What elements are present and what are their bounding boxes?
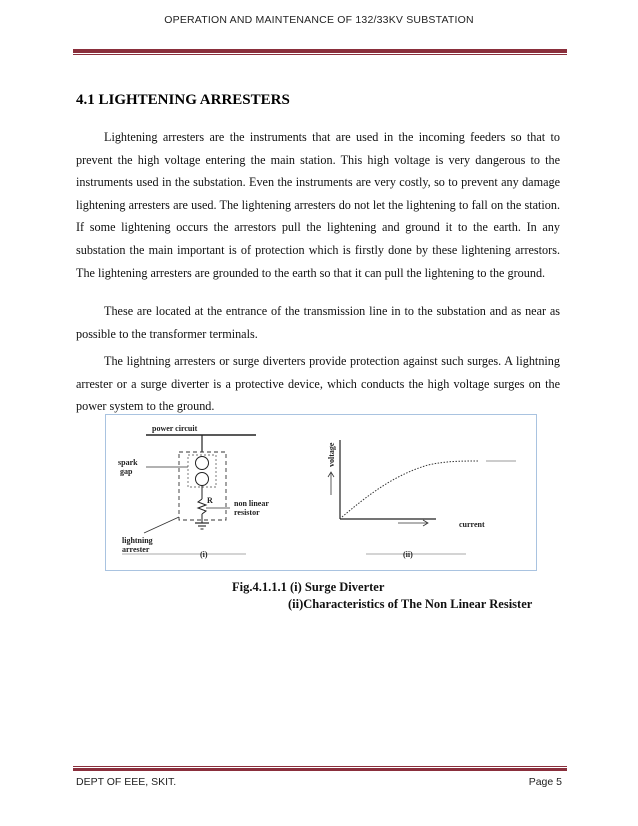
footer-page-number: Page 5: [528, 776, 562, 788]
paragraph-2-text: These are located at the entrance of the transmission line in to the substation and as near as possible to the transformer terminals.: [76, 304, 560, 341]
surge-diverter-diagram: [118, 424, 269, 559]
power-circuit-label: power circuit: [152, 424, 198, 433]
figure-caption-line2: (ii)Characteristics of The Non Linear Resister: [288, 597, 533, 611]
spark-gap-lower: [196, 473, 209, 486]
paragraph-1: [76, 126, 560, 284]
characteristic-chart: [327, 440, 516, 559]
non-linear-label-2: resistor: [234, 508, 260, 517]
page-header: OPERATION AND MAINTENANCE OF 132/33KV SUBSTATION: [164, 14, 474, 26]
spark-label-1: spark: [118, 458, 138, 467]
paragraph-2: [76, 300, 560, 345]
header-rule-thick: [73, 49, 567, 53]
resistor-r-label: R: [207, 496, 213, 505]
arrester-pointer: [144, 517, 179, 533]
chart-tag-ii: (ii): [403, 550, 413, 559]
spark-label-2: gap: [120, 467, 133, 476]
footer-department: DEPT OF EEE, SKIT.: [76, 776, 177, 788]
x-axis-label: current: [459, 520, 485, 529]
diagram-tag-i: (i): [200, 550, 208, 559]
paragraph-3: [76, 350, 560, 418]
non-linear-label-1: non linear: [234, 499, 269, 508]
figure-svg: [106, 415, 536, 570]
spark-gap-upper: [196, 457, 209, 470]
paragraph-3-text: The lightning arresters or surge diverters provide protection against such surges. A lightning arrester or a surge diverter is a protective device, which conducts the high voltage surges on the power system to the ground.: [76, 354, 560, 414]
y-axis-label: voltage: [327, 442, 336, 467]
figure-frame: [105, 414, 537, 571]
footer-rule-thick: [73, 768, 567, 771]
paragraph-1-text: Lightening arresters are the instruments that are used in the incoming feeders so that to prevent the high voltage entering the main station. This high voltage is very dangerous to the instruments used in the substation. Even the instruments are very costly, so to prevent any damage lightening arresters are used. The lightening arresters do not let the lightening to fall on the station. If some lightening occurs the arrestors pull the lightening and ground it to the earth. In any substation the main important is of protection which is firstly done by these lightening arrestors. The lightening arresters are grounded to the earth so that it can pull the lightening to the ground.: [76, 130, 560, 280]
footer-rule-thin: [73, 766, 567, 767]
arrester-label-2: arrester: [122, 545, 150, 554]
non-linear-resistor-symbol: [198, 499, 206, 514]
arrester-label-1: lightning: [122, 536, 153, 545]
figure-caption-line1: Fig.4.1.1.1 (i) Surge Diverter: [232, 580, 385, 594]
spark-gap-box: [188, 455, 216, 487]
section-heading: 4.1 LIGHTENING ARRESTERS: [76, 92, 290, 108]
header-rule-thin: [73, 54, 567, 55]
characteristic-curve: [342, 461, 478, 517]
